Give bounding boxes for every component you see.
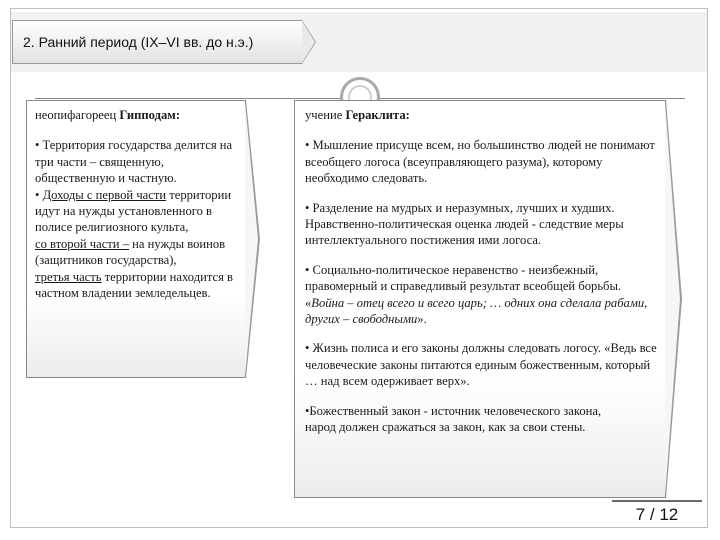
right-panel-heading: учение Гераклита: (305, 108, 410, 122)
left-panel-arrow-fill (245, 102, 258, 376)
right-point-divine-law: •Божественный закон - источник человеческого закона, народ должен сражаться за закон, как за свои стены. (305, 403, 602, 435)
left-panel-heading: неопифагореец Гипподам: (35, 108, 181, 122)
right-point-polis-laws: • Жизнь полиса и его законы должны следовать логосу. «Ведь все человеческие законы питаются единым божественным, который … над всем одерживает верх». (305, 341, 657, 389)
slide-title (12, 20, 302, 64)
right-point-logos: • Мышление присуще всем, но большинство людей не понимают всеобщего логоса (всеуправляющего разума), которому необходимо следовать. (305, 138, 655, 186)
slide-title-text: 2. Ранний период (IX–VI вв. до н.э.) (23, 34, 254, 50)
page-number: 7 / 12 (612, 500, 702, 528)
left-panel-hippodamus (26, 100, 246, 378)
right-panel-heraclitus (294, 100, 666, 498)
hippodamus-name: Гипподам (119, 108, 176, 122)
right-point-division: • Разделение на мудрых и неразумных, лучших и худших. Нравственно-политическая оценка людей - следствие меры интеллектуального постижения ими логоса. (305, 200, 624, 248)
left-bullet-territory: • Территория государства делится на три части – священную, общественную и частную. (35, 138, 233, 186)
right-panel-arrow-fill (665, 102, 680, 496)
left-bullet-income: • Доходы с первой части территории идут на нужды установленного в полисе религиозного культа, (35, 187, 232, 235)
left-line-second-part: со второй части – на нужды воинов (защитников государства), (35, 236, 226, 268)
left-line-third-part: третья часть территории находится в частном владении земледельцев. (35, 269, 233, 301)
heraclitus-name: Гераклита (345, 108, 406, 122)
right-point-inequality: • Социально-политическое неравенство - неизбежный, правомерный и справедливый результат всеобщей борьбы. «Война – отец всего и всего царь; … одних она сделала рабами, других – свободными». (305, 262, 648, 327)
